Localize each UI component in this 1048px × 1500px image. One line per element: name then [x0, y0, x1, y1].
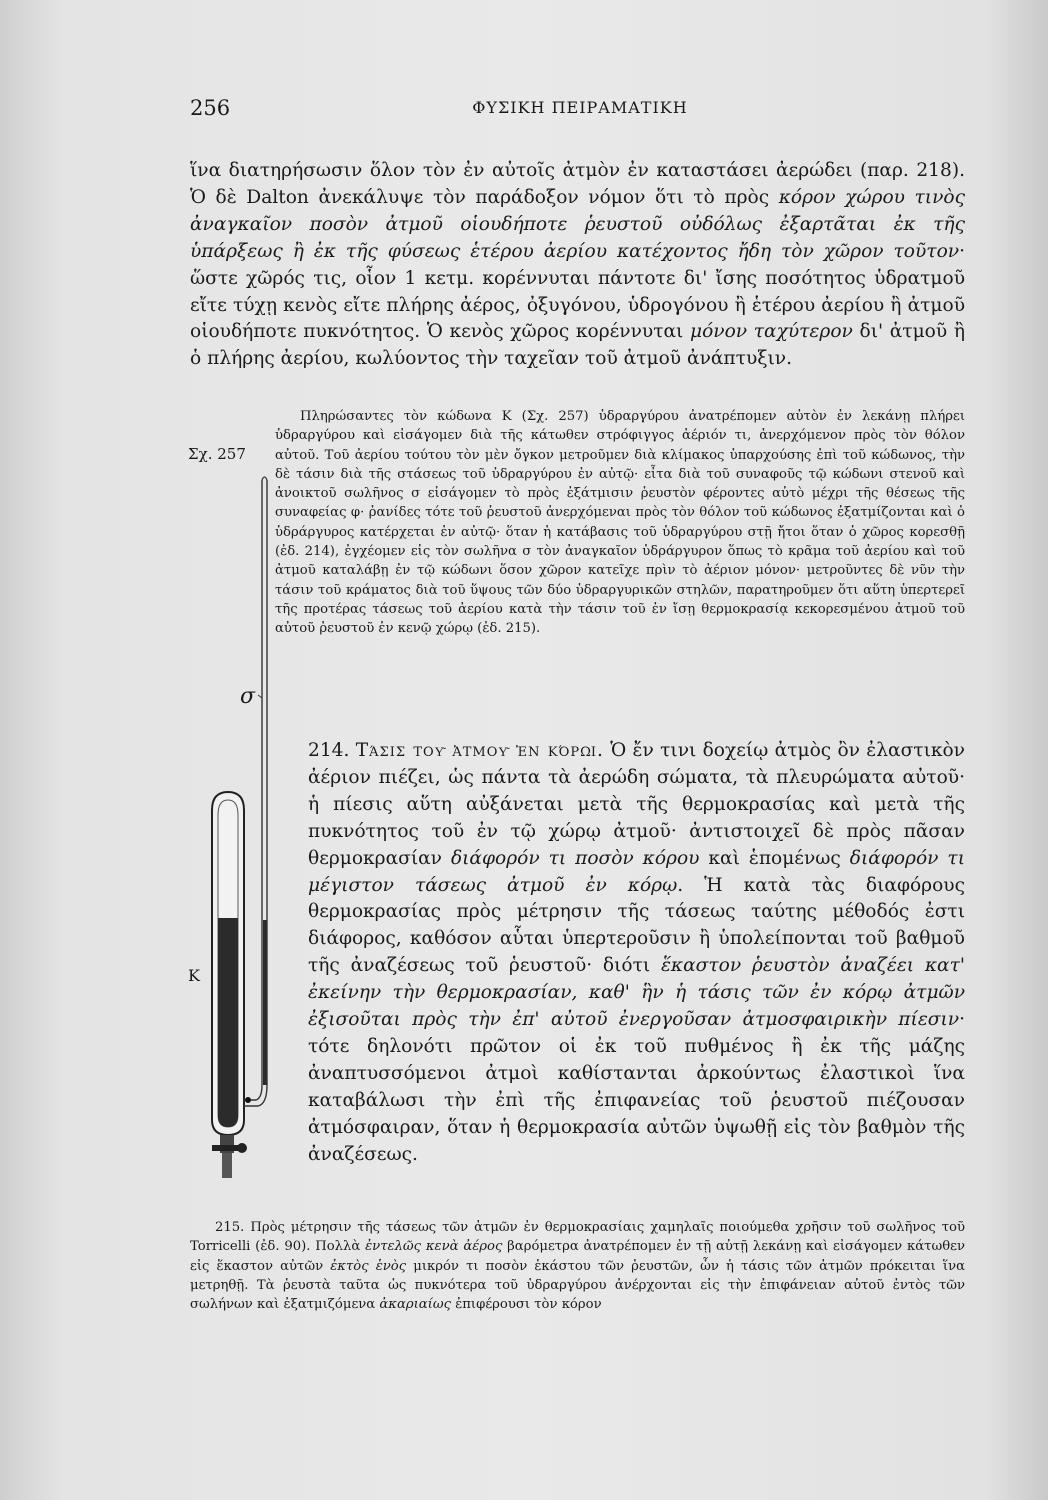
page-number: 256	[190, 96, 231, 120]
p1-text-e: δι' ἀτμοῦ ἢ ὁ πλήρης ἀερίου, κωλύοντος τὴν ταχεῖαν τοῦ ἀτμοῦ ἀνάπτυξιν.	[190, 321, 965, 370]
page-header	[190, 96, 970, 126]
p4-text-e: μικρόν τι ποσὸν ἑκάστου τῶν ῥευστῶν, ὧν ἡ τάσις τῶν ἀτμῶν πρόκειται ἵνα μετρηθῇ. Τὰ ῥευστὰ ταῦτα ὡς πυκνότερα τοῦ ὑδραργύρου ἀνέρχονται εἰς τὴν ἐπιφάνειαν αὐτοῦ ἐντὸς τῶν σωλήνων καὶ ἐξατμιζόμενα	[190, 1258, 965, 1313]
paragraph-dalton-law	[190, 158, 965, 373]
tube-label-sigma: σ	[240, 684, 256, 709]
section-214-heading: Τάσις τοῦ ἀτμοῦ ἐν κόρῳ.	[355, 740, 604, 761]
bell-jar-label-k: Κ	[188, 966, 200, 985]
s214-text-f: ἕκαστον ῥευστὸν ἀναζέει κατ' ἐκείνην τὴν θερμοκρασίαν, καθ' ἣν ἡ τάσις τῶν ἐν κόρῳ ἀτμῶν ἐξισοῦται πρὸς τὴν ἐπ' αὐτοῦ ἐνεργοῦσαν ἀτμοσφαιρικὴν πίεσιν	[308, 955, 966, 1031]
s214-text-b: διάφορόν τι ποσὸν κόρου	[450, 847, 700, 869]
p4-text-b: ἐντελῶς κενὰ ἀέρος	[365, 1239, 503, 1255]
p1-text-c: · ὥστε χῶρός τις, οἷον 1 κετμ. κορέννυται πάντοτε δι' ἴσης ποσότητος ὑδρατμοῦ εἴτε τύχῃ κενὸς εἴτε πλήρης ἀέρος, ὀξυγόνου, ὑδρογόνου ἢ ἑτέρου ἀερίου ἢ ἀτμοῦ οἱουδήποτε πυκνότητος. Ὁ κενὸς χῶρος κορέννυται	[190, 240, 965, 343]
p1-text-b: κόρον χώρου τινὸς ἀναγκαῖον ποσὸν ἀτμοῦ οἱουδήποτε ῥευστοῦ οὐδόλως ἐξαρτᾶται ἐκ τῆς ὑπάρξεως ἢ ἐκ τῆς φύσεως ἑτέρου ἀερίου κατέχοντος ἤδη τὸν χῶρον τοῦτον	[190, 186, 966, 262]
bell-jar-apparatus-figure	[200, 470, 290, 1234]
s214-text-e: . Ἡ κατὰ τὰς διαφόρους θερμοκρασίας πρὸς μέτρησιν τῆς τάσεως ταύτης μέθοδός ἐστι διάφορος, καθόσον αὗται ὑπερτεροῦσιν ἢ ὑπολείπονται τοῦ βαθμοῦ τῆς ἀναζέσεως τοῦ ῥευστοῦ· διότι	[308, 874, 966, 977]
s214-text-a: Ὁ ἔν τινι δοχείῳ ἀτμὸς ὂν ἐλαστικὸν ἀέριον πιέζει, ὡς πάντα τὰ ἀερώδη σώματα, τὰ πλευρώματα αὐτοῦ· ἡ πίεσις αὕτη αὐξάνεται μετὰ τῆς θερμοκρασίας καὶ μετὰ τῆς πυκνότητος τοῦ ἐν τῷ χώρῳ ἀτμοῦ· ἀντιστοιχεῖ δὲ πρὸς πᾶσαν θερμοκρασίαν	[308, 740, 965, 869]
p4-text-c: βαρόμετρα ἀνατρέπομεν ἐν τῇ αὐτῇ λεκάνῃ καὶ εἰσάγομεν κάτωθεν εἰς ἕκαστον αὐτῶν	[190, 1239, 965, 1274]
running-title: ΦΥΣΙΚΗ ΠΕΙΡΑΜΑΤΙΚΗ	[472, 98, 688, 117]
p4-text-a: 215. Πρὸς μέτρησιν τῆς τάσεως τῶν ἀτμῶν ἐν θερμοκρασίαις χαμηλαῖς ποιούμεθα χρῆσιν τοῦ σωλῆνος τοῦ Torricelli (ἐδ. 90). Πολλὰ	[190, 1220, 965, 1255]
section-214-number: 214.	[308, 740, 350, 761]
paragraph-215	[190, 1218, 965, 1314]
s214-text-c: καὶ ἑπομένως	[699, 847, 850, 869]
figure-label: Σχ. 257	[188, 445, 246, 463]
section-214	[308, 738, 965, 1169]
p1-text-a: ἵνα διατηρήσωσιν ὅλον τὸν ἐν αὐτοῖς ἀτμὸν ἐν καταστάσει ἀερώδει (παρ. 218). Ὁ δὲ Dalton ἀνεκάλυψε τὸν παράδοξον νόμον ὅτι τὸ πρὸς	[190, 160, 965, 208]
s214-text-g: · τότε δηλονότι πρῶτον οἱ ἐκ τοῦ πυθμένος ἢ ἐκ τῆς μάζης ἀναπτυσσόμενοι ἀτμοὶ καθίστανται ἀρκούντως ἐλαστικοὶ ἵνα καταβάλωσι τὴν ἐπὶ τῆς ἐπιφανείας τοῦ ῥευστοῦ πιέζουσαν ἀτμόσφαιραν, ὅταν ἡ θερμοκρασία αὐτῶν ὑψωθῇ εἰς τὸν βαθμὸν τῆς ἀναζέσεως.	[308, 1009, 965, 1165]
p4-text-g: ἐπιφέρουσι τὸν κόρον	[451, 1297, 602, 1313]
paragraph-experiment: Πληρώσαντες τὸν κώδωνα Κ (Σχ. 257) ὑδραργύρου ἀνατρέπομεν αὐτὸν ἐν λεκάνῃ πλήρει ὑδραργύρου καὶ εἰσάγομεν διὰ τῆς κάτωθεν στρόφιγγος ἀέριόν τι, ἀνερχόμενον πρὸς τὸν θόλον αὐτοῦ. Τοῦ ἀερίου τούτου τὸν μὲν ὄγκον μετροῦμεν διὰ κλίμακος ὑπαρχούσης ἐπὶ τοῦ κώδωνος, τὴν δὲ τάσιν διὰ τῆς στάσεως τοῦ ὑδραργύρου ἐν αὐτῷ· εἶτα διὰ τοῦ συναφοῦς τῷ κώδωνι στενοῦ καὶ ἀνοικτοῦ σωλῆνος σ εἰσάγομεν τὸ πρὸς ἐξάτμισιν ῥευστὸν φέροντες αὐτὸ μέχρι τῆς θέσεως τῆς συναφείας φ· ῥανίδες τότε τοῦ ῥευστοῦ ἀνερχόμεναι πρὸς τὸν θόλον τοῦ κώδωνος ἐξατμίζονται καὶ ὁ ὑδράργυρος κατέρχεται ἐν αὐτῷ· ὅταν ἡ κατάβασις τοῦ ὑδραργύρου στῇ ἤτοι ὅταν ὁ χῶρος κορεσθῇ (ἐδ. 214), ἐγχέομεν εἰς τὸν σωλῆνα σ τὸν ἀναγκαῖον ὑδράργυρον ὅπως τὸ κρᾶμα τοῦ ἀερίου καὶ τοῦ ἀτμοῦ καταλάβῃ ἐν τῷ κώδωνι ὅσον χῶρον κατεῖχε πρὶν τὸ ἀέριον μόνον· μετροῦντες δὲ νῦν τὴν τάσιν τοῦ κράματος διὰ τοῦ ὕψους τῶν δύο ὑδραργυρικῶν στηλῶν, παρατηροῦμεν ὅτι αὕτη ὑπερτερεῖ τῆς προτέρας τάσεως τοῦ ἀερίου κατὰ τὴν τάσιν τοῦ ἐν ἴσῃ θερμοκρασίᾳ κεκορεσμένου ἀτμοῦ τοῦ αὐτοῦ ῥευστοῦ ἐν κενῷ χώρῳ (ἐδ. 215).	[275, 409, 965, 637]
p4-text-d: ἐκτὸς ἑνὸς	[330, 1258, 407, 1274]
p1-text-d: μόνον ταχύτερον	[690, 321, 853, 343]
s214-text-d: διάφορόν τι μέγιστον τάσεως ἀτμοῦ ἐν κόρῳ	[308, 847, 965, 896]
apparatus-drawing	[200, 470, 290, 1230]
p4-text-f: ἀκαριαίως	[379, 1297, 451, 1313]
